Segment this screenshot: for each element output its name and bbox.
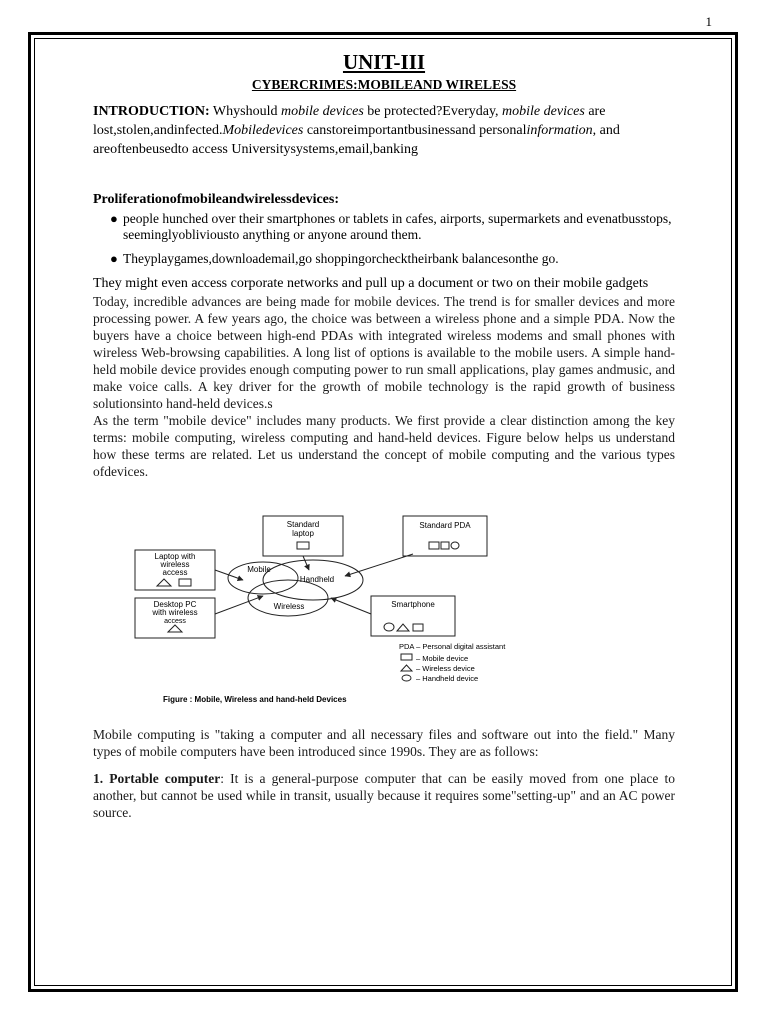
legend-handheld: – Handheld device [416, 674, 479, 683]
list-item: ● people hunched over their smartphones or tablets in cafes, airports, supermarkets and evenatbusstops, seeminglyobliviousto anything or anyone around them. [110, 211, 672, 242]
mobile-device-icon [297, 542, 309, 549]
term-paragraph: As the term "mobile device" includes many products. We first provide a clear distinction among the key terms: mobile computing, wireless computing and hand-held devices. Figure below helps us understand how these terms are related. Let us understand the concept of mobile computing and the various types ofdevices. [93, 413, 675, 479]
arrow [215, 596, 263, 614]
unit-subtitle: CYBERCRIMES:MOBILEAND WIRELESS [251, 77, 517, 92]
handheld-device-icon [451, 542, 459, 549]
mobile-wireless-figure [113, 506, 593, 706]
unit-title: UNIT-III [342, 50, 426, 74]
mobile-device-icon [429, 542, 439, 549]
handheld-label: Handheld [299, 575, 335, 584]
legend-handheld-icon [402, 675, 411, 681]
svg-text:access: access [164, 618, 186, 625]
figure-diagram [113, 506, 593, 706]
svg-text:access: access [162, 568, 188, 577]
svg-text:laptop: laptop [292, 529, 314, 538]
figure-caption: Figure : Mobile, Wireless and hand-held Devices [163, 695, 347, 704]
wireless-device-icon [397, 624, 409, 631]
proliferation-list [93, 211, 675, 267]
bullet-icon: ● [110, 251, 118, 266]
legend-wireless-icon [401, 665, 412, 671]
mobile-device-icon [441, 542, 449, 549]
mobile-computing-paragraph: Mobile computing is "taking a computer and all necessary files and software out into the field." Many types of mobile computers have been introduced since 1990s. They are as follows: [93, 727, 675, 759]
svg-text:with wireless: with wireless [152, 608, 198, 617]
today-paragraph: Today, incredible advances are being made for mobile devices. The trend is for smaller devices and more processing power. A few years ago, the choice was between a wireless phone and a simple PDA. Now the buyers have a choice between high-end PDAs with integrated wireless modems and small phones with wireless Web-browsing capabilities. A long list of options is available to the mobile users. A simple hand-held mobile device provides enough computing power to run small applications, play games andmusic, and make voice calls. A key driver for the growth of mobile technology is the rapid growth of business solutionsinto hand-held devices.s [93, 294, 675, 411]
legend-wireless: – Wireless device [416, 664, 475, 673]
laptop-wireless-label: Laptop with [154, 552, 196, 561]
page-content [93, 48, 675, 821]
wireless-device-icon [168, 625, 182, 632]
svg-text:wireless: wireless [160, 560, 190, 569]
arrow [215, 570, 243, 580]
legend-mobile: – Mobile device [416, 654, 469, 663]
desktop-pc-label: Desktop PC [153, 600, 197, 609]
proliferation-heading: Proliferationofmobileandwirelessdevices: [93, 192, 339, 207]
wireless-label: Wireless [273, 602, 305, 611]
wireless-device-icon [157, 579, 171, 586]
bullet-icon: ● [110, 211, 118, 226]
standard-laptop-label: Standard [286, 520, 320, 529]
legend-mobile-icon [401, 654, 412, 660]
portable-computer-paragraph: 1. Portable computer: It is a general-purpose computer that can be easily moved from one place to another, but cannot be used while in transit, usually because it requires some"setting-up" and an AC power source. [93, 771, 675, 820]
arrow [303, 556, 309, 570]
introduction-paragraph: INTRODUCTION: Whyshould mobile devices be protected?Everyday, mobile devices are lost,stolen,andinfected.Mobiledevices canstoreimportantbusinessand personalinformation, and areoftenbeusedto access Universitysystems,email,banking [93, 104, 620, 157]
mobile-device-icon [413, 624, 423, 631]
corporate-paragraph: They might even access corporate networks and pull up a document or two on their mobile gadgets [93, 276, 649, 291]
mobile-label: Mobile [247, 565, 271, 574]
list-item: ● Theyplaygames,downloademail,go shoppingorchecktheirbank balancesonthe go. [110, 251, 559, 266]
introduction-label: INTRODUCTION: [93, 104, 210, 119]
mobile-device-icon [179, 579, 191, 586]
arrow [345, 554, 413, 576]
smartphone-label: Smartphone [391, 600, 435, 609]
standard-pda-label: Standard PDA [419, 521, 471, 530]
legend-pda: PDA – Personal digital assistant [399, 642, 506, 651]
portable-computer-label: 1. Portable computer [93, 771, 221, 786]
page-number: 1 [705, 14, 712, 29]
handheld-device-icon [384, 623, 394, 631]
arrow [331, 598, 371, 614]
